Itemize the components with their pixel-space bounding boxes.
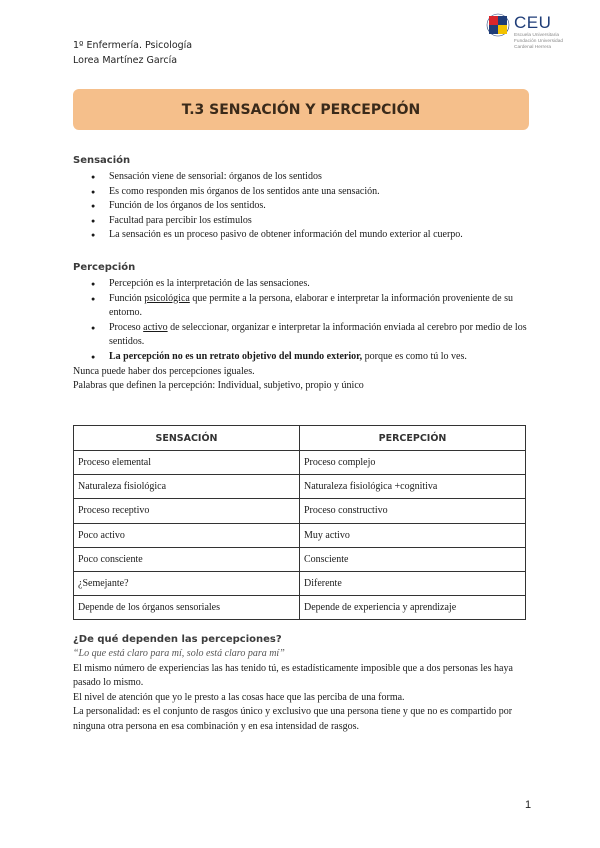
percepcion-note-2: Palabras que definen la percepción: Individual, subjetivo, propio y único bbox=[73, 380, 364, 392]
logo-text: CEU bbox=[514, 13, 552, 32]
percepcion-note-1: Nunca puede haber dos percepciones iguales. bbox=[73, 365, 255, 377]
table-cell: Poco consciente bbox=[74, 547, 300, 571]
list-item: ● Proceso activo de seleccionar, organizar e interpretar la información enviada al cerebro por medio de los sentidos. bbox=[109, 321, 533, 350]
table-cell: Naturaleza fisiológica bbox=[74, 475, 300, 499]
table-cell: Proceso elemental bbox=[74, 451, 300, 475]
sensacion-list bbox=[73, 170, 533, 243]
list-item: ● Función psicológica que permite a la persona, elaborar e interpretar la información proveniente de su entorno. bbox=[109, 292, 533, 321]
list-item: ● Percepción es la interpretación de las sensaciones. bbox=[109, 277, 533, 292]
percepcion-list bbox=[73, 277, 533, 365]
table-row bbox=[74, 547, 526, 571]
table-cell: Depende de los órganos sensoriales bbox=[74, 596, 300, 620]
logo-subtitle: Escuela Universitaria Fundación Universidad Cardenal Herrera bbox=[514, 33, 564, 50]
table-row bbox=[74, 475, 526, 499]
paragraph: El mismo número de experiencias las has tenido tú, es estadísticamente imposible que a dos personas les haya pasado lo mismo. bbox=[73, 662, 513, 689]
table-cell: ¿Semejante? bbox=[74, 571, 300, 595]
sensacion-heading: Sensación bbox=[73, 155, 131, 166]
percepcion-section bbox=[73, 261, 533, 394]
column-header: PERCEPCIÓN bbox=[300, 426, 526, 451]
depende-section bbox=[73, 633, 533, 735]
table-cell: Poco activo bbox=[74, 523, 300, 547]
course-line: 1º Enfermería. Psicología bbox=[73, 40, 193, 51]
table-cell: Proceso complejo bbox=[300, 451, 526, 475]
page-number: 1 bbox=[525, 799, 532, 811]
percepcion-heading: Percepción bbox=[73, 262, 136, 273]
list-item: ● Función de los órganos de los sentidos. bbox=[109, 199, 533, 214]
list-item: ● Facultad para percibir los estímulos bbox=[109, 214, 533, 229]
paragraph: La personalidad: es el conjunto de rasgos único y exclusivo que una persona tiene y que no es compartido por ninguna otra persona en esa combinación y en esa intensidad de rasgos. bbox=[73, 706, 513, 732]
comparison-table bbox=[73, 425, 526, 620]
quote: “Lo que está claro para mí, solo está claro para mí” bbox=[73, 648, 285, 659]
table-row bbox=[74, 571, 526, 595]
column-header: SENSACIÓN bbox=[74, 426, 300, 451]
table-cell: Proceso receptivo bbox=[74, 499, 300, 523]
table-cell: Muy activo bbox=[300, 523, 526, 547]
table-row bbox=[74, 596, 526, 620]
table-cell: Depende de experiencia y aprendizaje bbox=[300, 596, 526, 620]
table-row bbox=[74, 499, 526, 523]
document-header bbox=[73, 38, 192, 68]
table-cell: Proceso constructivo bbox=[300, 499, 526, 523]
list-item: ● La sensación es un proceso pasivo de obtener información del mundo exterior al cuerpo. bbox=[109, 228, 533, 243]
sensacion-section bbox=[73, 154, 533, 243]
paragraph: El nivel de atención que yo le presto a las cosas hace que las perciba de una forma. bbox=[73, 691, 405, 703]
table-cell: Diferente bbox=[300, 571, 526, 595]
table-cell: Consciente bbox=[300, 547, 526, 571]
table-cell: Naturaleza fisiológica +cognitiva bbox=[300, 475, 526, 499]
list-item: ● Es como responden mis órganos de los sentidos ante una sensación. bbox=[109, 185, 533, 200]
table-row bbox=[74, 523, 526, 547]
table-header-row bbox=[74, 426, 526, 451]
depende-heading: ¿De qué dependen las percepciones? bbox=[73, 634, 282, 645]
author-line: Lorea Martínez García bbox=[73, 55, 178, 66]
list-item: ● Sensación viene de sensorial: órganos de los sentidos bbox=[109, 170, 533, 185]
list-item: ● La percepción no es un retrato objetivo del mundo exterior, porque es como tú lo ves. bbox=[109, 350, 533, 365]
page-title: T.3 SENSACIÓN Y PERCEPCIÓN bbox=[181, 101, 421, 118]
title-banner bbox=[73, 89, 529, 130]
table-row bbox=[74, 451, 526, 475]
